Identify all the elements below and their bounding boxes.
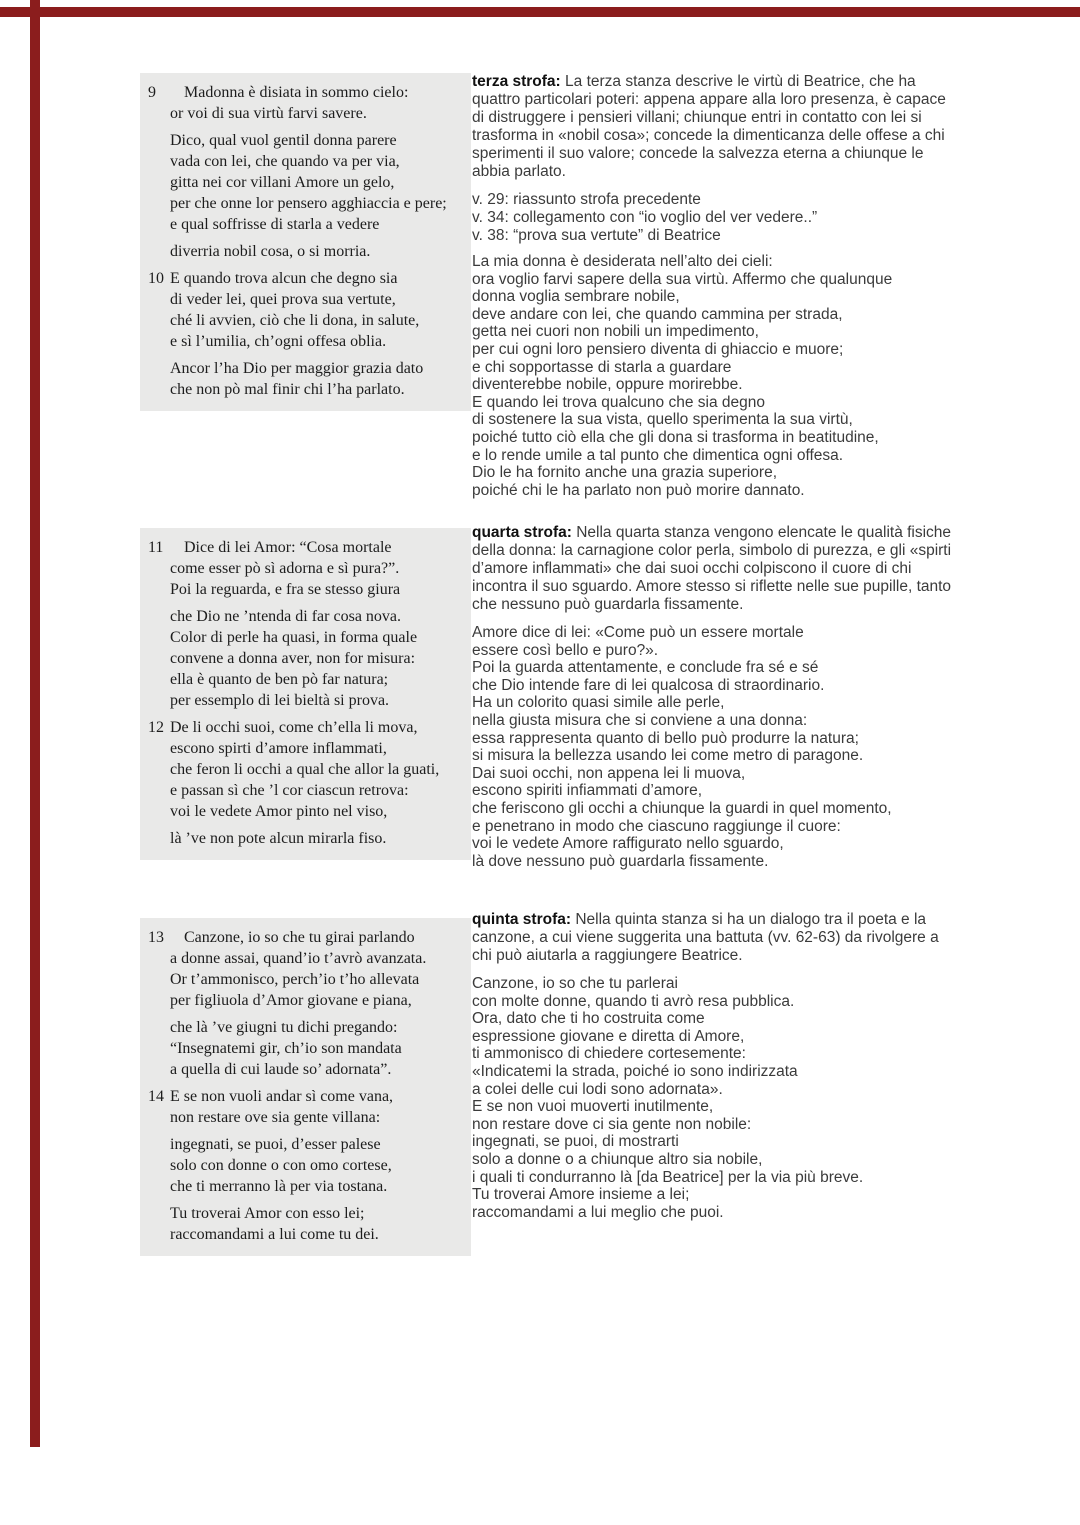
- poem-line-text: Canzone, io so che tu girai parlando: [184, 929, 415, 946]
- verse-number: 9: [148, 84, 156, 101]
- verse-number: 11: [148, 539, 164, 556]
- verse-group: [148, 927, 465, 1011]
- verse-notes: [472, 191, 952, 245]
- paraphrase-line: raccomandami a lui meglio che puoi.: [472, 1203, 724, 1221]
- paraphrase-line: essa rappresenta quanto di bello può produrre la natura;: [472, 729, 859, 747]
- poem-line: [148, 717, 465, 738]
- verse-note: v. 38: “prova sua vertute” di Beatrice: [472, 227, 721, 244]
- paraphrase-line: e penetrano in modo che ciascuno raggiunge il cuore:: [472, 817, 841, 835]
- poem-line: che non pò mal finir chi l’ha parlato.: [170, 381, 405, 398]
- stanza-13: [148, 927, 465, 1080]
- poem-line-text: Dice di lei Amor: “Cosa mortale: [184, 539, 392, 556]
- commentary-quarta-strofa: [472, 524, 952, 870]
- paraphrase-block: [472, 624, 952, 870]
- verse-group: [148, 1017, 465, 1080]
- paraphrase-line: donna voglia sembrare nobile,: [472, 288, 680, 306]
- paraphrase-line: Amore dice di lei: «Come può un essere mortale: [472, 624, 804, 641]
- poem-line: Color di perle ha quasi, in forma quale: [170, 629, 418, 646]
- section-intro: [472, 524, 952, 614]
- paraphrase-line: Ora, dato che ti ho costruita come: [472, 1010, 705, 1028]
- paraphrase-line: ti ammonisco di chiedere cortesemente:: [472, 1045, 746, 1063]
- paraphrase-line: Tu troverai Amore insieme a lei;: [472, 1186, 690, 1204]
- poem-line: di veder lei, quei prova sua vertute,: [170, 291, 396, 308]
- stanza-9: [148, 82, 465, 262]
- poem-line: [148, 537, 465, 558]
- paraphrase-line: poiché tutto ciò ella che gli dona si trasforma in beatitudine,: [472, 428, 879, 446]
- paraphrase-block: [472, 975, 952, 1221]
- poem-line: escono spirti d’amore inflammati,: [170, 740, 387, 757]
- poem-line: convene a donna aver, non for misura:: [170, 650, 416, 667]
- paraphrase-line: voi le vedete Amore raffigurato nello sguardo,: [472, 835, 784, 853]
- paraphrase-line: Dio le ha fornito anche una grazia superiore,: [472, 464, 778, 482]
- verse-group: [148, 717, 465, 822]
- poem-line: e passan sì che ’l cor ciascun retrova:: [170, 782, 409, 799]
- poem-line-text: E se non vuoli andar sì come vana,: [170, 1088, 394, 1105]
- paraphrase-line: Ha un colorito quasi simile alle perle,: [472, 694, 725, 712]
- verse-number: 13: [148, 929, 164, 946]
- commentary-quinta-strofa: [472, 911, 952, 1221]
- stanza-11: [148, 537, 465, 711]
- poem-line: Ancor l’ha Dio per maggior grazia dato: [170, 360, 424, 377]
- section-heading: terza strofa:: [472, 73, 561, 90]
- verse-group: [148, 1134, 465, 1197]
- verse-group: [148, 358, 465, 400]
- poem-line: a donne assai, quand’io t’avrò avanzata.: [170, 950, 427, 967]
- poem-line: ella è quanto de ben pò far natura;: [170, 671, 389, 688]
- stanza-12: [148, 717, 465, 849]
- verse-group: [148, 828, 465, 849]
- paraphrase-line: escono spiriti infiammati d’amore,: [472, 782, 703, 800]
- verse-group: [148, 1203, 465, 1245]
- paraphrase-line: si misura la bellezza usando lei come metro di paragone.: [472, 747, 864, 765]
- poem-line: diverria nobil cosa, o si morria.: [170, 243, 371, 260]
- poem-line: e qual soffrisse di starla a vedere: [170, 216, 380, 233]
- paraphrase-line: Canzone, io so che tu parlerai: [472, 975, 678, 992]
- poem-line: Or t’ammonisco, perch’io t’ho allevata: [170, 971, 420, 988]
- stanza-14: [148, 1086, 465, 1245]
- paraphrase-line: espressione giovane e diretta di Amore,: [472, 1027, 745, 1045]
- poem-line-text: Madonna è disiata in sommo cielo:: [184, 84, 409, 101]
- poem-line: che feron li occhi a qual che allor la guati,: [170, 761, 440, 778]
- poem-line: là ’ve non pote alcun mirarla fiso.: [170, 830, 387, 847]
- annotation-line-left: [30, 0, 40, 1447]
- paraphrase-line: e lo rende umile a tal punto che dimentica ogni offesa.: [472, 446, 844, 464]
- verse-group: [148, 130, 465, 235]
- poem-block-stanzas-13-14: [140, 918, 471, 1256]
- poem-line: [148, 1086, 465, 1107]
- verse-group: [148, 241, 465, 262]
- paraphrase-line: deve andare con lei, che quando cammina per strada,: [472, 305, 843, 323]
- paraphrase-line: con molte donne, quando ti avrò resa pubblica.: [472, 992, 795, 1010]
- poem-block-stanzas-9-10: [140, 73, 471, 411]
- paraphrase-line: E se non vuoi muoverti inutilmente,: [472, 1098, 714, 1116]
- paraphrase-line: essere così bello e puro?».: [472, 641, 659, 659]
- poem-line: Tu troverai Amor con esso lei;: [170, 1205, 365, 1222]
- poem-line-text: E quando trova alcun che degno sia: [170, 270, 398, 287]
- paraphrase-line: E quando lei trova qualcuno che sia degno: [472, 393, 765, 411]
- verse-number: 10: [148, 270, 164, 287]
- poem-line: Poi la reguarda, e fra se stesso giura: [170, 581, 401, 598]
- verse-group: [148, 606, 465, 711]
- poem-line: per che onne lor pensero agghiaccia e pere;: [170, 195, 447, 212]
- commentary-terza-strofa: [472, 73, 952, 499]
- poem-line: or voi di sua virtù farvi savere.: [170, 105, 367, 122]
- poem-line: Dico, qual vuol gentil donna parere: [170, 132, 397, 149]
- poem-line: solo con donne o con omo cortese,: [170, 1157, 392, 1174]
- paraphrase-line: che Dio intende fare di lei qualcosa di straordinario.: [472, 676, 825, 694]
- annotation-line-top: [0, 7, 1080, 17]
- paraphrase-line: là dove nessuno può guardarla fissamente.: [472, 852, 769, 870]
- paraphrase-line: i quali ti condurranno là [da Beatrice] per la via più breve.: [472, 1168, 864, 1186]
- poem-line: [148, 927, 465, 948]
- paraphrase-line: a colei delle cui lodi sono adornata».: [472, 1080, 723, 1098]
- poem-line: vada con lei, che quando va per via,: [170, 153, 400, 170]
- stanza-10: [148, 268, 465, 400]
- paraphrase-line: poiché chi le ha parlato non può morire dannato.: [472, 481, 805, 499]
- paraphrase-line: e chi sopportasse di starla a guardare: [472, 358, 732, 376]
- poem-line: gitta nei cor villani Amore un gelo,: [170, 174, 395, 191]
- section-heading: quarta strofa:: [472, 524, 572, 541]
- verse-note: v. 34: collegamento con “io voglio del ver vedere..”: [472, 209, 818, 226]
- paraphrase-line: ora voglio farvi sapere della sua virtù. Affermo che qualunque: [472, 270, 893, 288]
- poem-line: per figliuola d’Amor giovane e piana,: [170, 992, 412, 1009]
- poem-block-stanzas-11-12: [140, 528, 471, 860]
- section-intro: [472, 911, 952, 965]
- paraphrase-line: nella giusta misura che si conviene a una donna:: [472, 711, 808, 729]
- poem-line: ché li avvien, ciò che li dona, in salute,: [170, 312, 420, 329]
- section-intro-text: Nella quarta stanza vengono elencate le qualità fisiche della donna: la carnagione color perla, simbolo di purezza, e gli «spirti d’amore inflammati» che dai suoi occhi colpiscono il cuore di chi incontra il suo sguardo. Amore stesso si riflette nelle sue pupille, tanto che nessuno può guardarla fissamente.: [472, 524, 952, 613]
- section-intro-text: La terza stanza descrive le virtù di Beatrice, che ha quattro particolari poteri: appena appare alla loro presenza, è capace di distruggere i pensieri villani; chiunque entri in contatto con lei si trasforma in «nobil cosa»; concede la dimenticanza delle offese a chi sperimenti il suo valore; concede la salvezza eterna a chiunque le abbia parlato.: [472, 73, 946, 180]
- verse-group: [148, 1086, 465, 1128]
- poem-line: [148, 268, 465, 289]
- paraphrase-line: ingegnati, se puoi, di mostrarti: [472, 1133, 679, 1151]
- paraphrase-line: solo a donne o a chiunque altro sia nobile,: [472, 1150, 763, 1168]
- paraphrase-line: La mia donna è desiderata nell’alto dei cieli:: [472, 253, 773, 270]
- poem-line: [148, 82, 465, 103]
- poem-line-text: De li occhi suoi, come ch’ella li mova,: [170, 719, 418, 736]
- poem-line: voi le vedete Amor pinto nel viso,: [170, 803, 388, 820]
- paraphrase-line: diventerebbe nobile, oppure morirebbe.: [472, 376, 743, 394]
- paraphrase-line: non restare dove ci sia gente non nobile:: [472, 1115, 752, 1133]
- poem-line: ingegnati, se puoi, d’esser palese: [170, 1136, 381, 1153]
- paraphrase-line: getta nei cuori non nobili un impedimento,: [472, 323, 759, 341]
- paraphrase-block: [472, 253, 952, 499]
- verse-group: [148, 537, 465, 600]
- poem-line: e sì l’umilia, ch’ogni offesa oblia.: [170, 333, 387, 350]
- poem-line: che là ’ve giugni tu dichi pregando:: [170, 1019, 398, 1036]
- section-intro: [472, 73, 952, 181]
- paraphrase-line: che feriscono gli occhi a chiunque la guardi in quel momento,: [472, 799, 892, 817]
- paraphrase-line: Poi la guarda attentamente, e conclude fra sé e sé: [472, 659, 819, 677]
- paraphrase-line: «Indicatemi la strada, poiché io sono indirizzata: [472, 1062, 798, 1080]
- section-heading: quinta strofa:: [472, 911, 572, 928]
- poem-line: a quella di cui laude so’ adornata”.: [170, 1061, 392, 1078]
- section-intro-text: Nella quinta stanza si ha un dialogo tra il poeta e la canzone, a cui viene suggerita una battuta (vv. 62-63) da rivolgere a chi può aiutarla a raggiungere Beatrice.: [472, 911, 939, 964]
- verse-number: 12: [148, 719, 164, 736]
- paraphrase-line: Dai suoi occhi, non appena lei li muova,: [472, 764, 746, 782]
- paraphrase-line: per cui ogni loro pensiero diventa di ghiaccio e muore;: [472, 340, 844, 358]
- verse-number: 14: [148, 1088, 164, 1105]
- poem-line: come esser pò sì adorna e sì pura?”.: [170, 560, 400, 577]
- verse-group: [148, 268, 465, 352]
- poem-line: che ti merranno là per via tostana.: [170, 1178, 388, 1195]
- poem-line: “Insegnatemi gir, ch’io son mandata: [170, 1040, 402, 1057]
- poem-line: non restare ove sia gente villana:: [170, 1109, 381, 1126]
- poem-line: raccomandami a lui come tu dei.: [170, 1226, 379, 1243]
- verse-note: v. 29: riassunto strofa precedente: [472, 191, 701, 208]
- poem-line: che Dio ne ’ntenda di far cosa nova.: [170, 608, 402, 625]
- poem-line: per essemplo di lei bieltà si prova.: [170, 692, 390, 709]
- verse-group: [148, 82, 465, 124]
- paraphrase-line: di sostenere la sua vista, quello sperimenta la sua virtù,: [472, 411, 853, 429]
